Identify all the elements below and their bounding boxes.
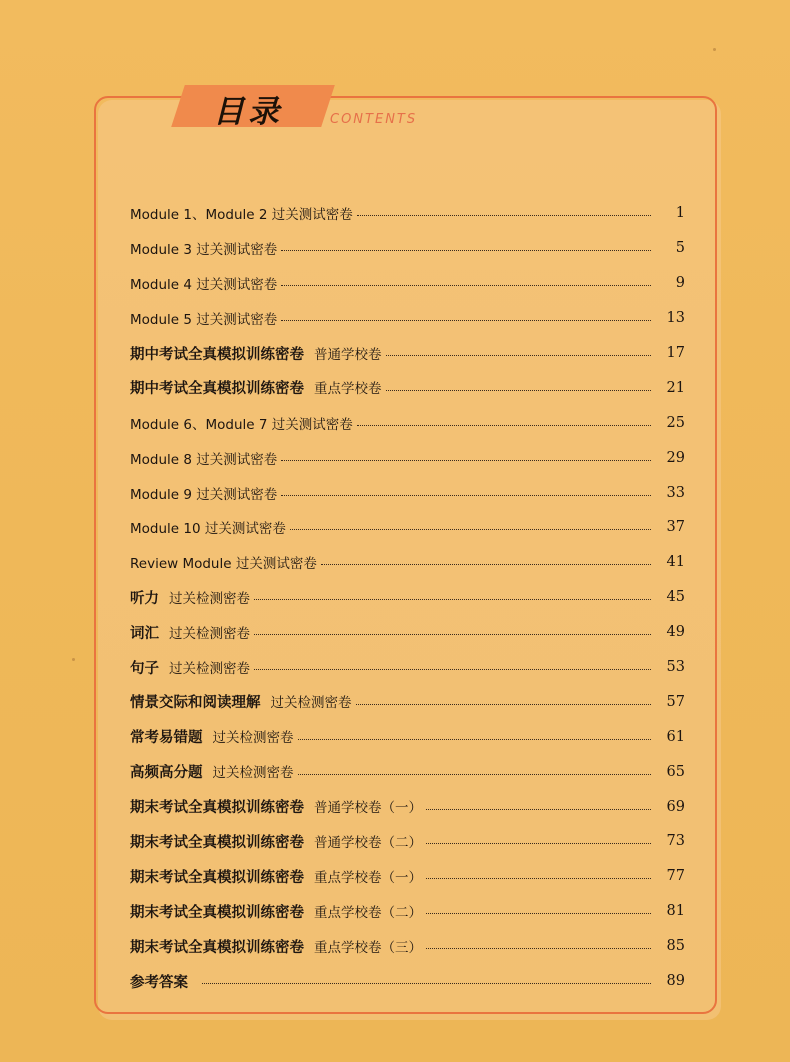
dot-leader [254, 633, 651, 635]
dot-leader [386, 389, 652, 391]
dot-leader [426, 842, 651, 844]
toc-entry-subtitle: Review Module 过关测试密卷 [130, 556, 317, 573]
toc-page-number: 25 [666, 414, 685, 431]
toc-entry[interactable] [130, 859, 685, 894]
toc-entry-subtitle: 重点学校卷（三） [314, 939, 422, 956]
toc-entry-subtitle: Module 4 过关测试密卷 [130, 277, 278, 294]
toc-entry[interactable] [130, 824, 685, 859]
toc-entry[interactable] [130, 301, 685, 336]
toc-entry-title [130, 761, 294, 782]
toc-page-number: 65 [666, 763, 685, 780]
toc-entry-subtitle: 重点学校卷（二） [314, 904, 422, 921]
toc-entry-title [130, 377, 382, 398]
toc-page-number: 53 [666, 659, 685, 676]
toc-entry[interactable] [130, 370, 685, 405]
toc-page-number: 9 [675, 275, 685, 292]
toc-entry-section: 句子 [130, 660, 159, 677]
toc-entry-title [130, 483, 277, 503]
toc-page-number: 81 [666, 903, 685, 920]
toc-entry[interactable] [130, 684, 685, 719]
toc-entry-section: 期末考试全真模拟训练密卷 [130, 939, 304, 956]
toc-entry-title [130, 971, 198, 992]
toc-entry[interactable] [130, 231, 685, 266]
table-of-contents [130, 196, 685, 998]
dot-leader [357, 424, 651, 426]
toc-entry-title [130, 552, 317, 572]
toc-entry-section: 期末考试全真模拟训练密卷 [130, 869, 304, 886]
toc-page-number: 41 [666, 554, 685, 571]
toc-entry-subtitle: Module 3 过关测试密卷 [130, 242, 278, 259]
dot-leader [281, 249, 651, 251]
toc-entry-subtitle: Module 10 过关测试密卷 [130, 521, 286, 538]
toc-entry-section: 词汇 [130, 625, 159, 642]
toc-entry[interactable] [130, 336, 685, 371]
toc-entry-title [130, 203, 353, 223]
toc-page-number: 33 [666, 484, 685, 501]
toc-page-number: 17 [666, 345, 685, 361]
dot-leader [254, 598, 651, 600]
toc-entry[interactable] [130, 475, 685, 510]
toc-page-number: 89 [666, 973, 685, 990]
toc-entry-section: 听力 [130, 590, 159, 607]
toc-page-number: 49 [666, 624, 685, 641]
toc-entry-subtitle: Module 1、Module 2 过关测试密卷 [130, 207, 353, 224]
dot-leader [281, 319, 651, 321]
toc-entry-subtitle: 过关检测密卷 [212, 765, 294, 782]
toc-entry-section: 高频高分题 [130, 765, 203, 782]
toc-entry[interactable] [130, 580, 685, 615]
toc-entry-title [130, 238, 277, 258]
toc-page-number: 5 [675, 240, 685, 257]
toc-page-number: 73 [666, 833, 685, 850]
toc-entry-title [130, 517, 286, 537]
dot-leader [298, 773, 652, 775]
toc-page-number: 57 [666, 693, 685, 710]
toc-entry-subtitle: 重点学校卷 [314, 381, 382, 398]
toc-entry-title [130, 831, 422, 852]
toc-entry[interactable] [130, 405, 685, 440]
toc-entry-section: 期中考试全真模拟训练密卷 [130, 381, 304, 398]
toc-entry-title [130, 936, 422, 957]
toc-page-number: 77 [666, 868, 685, 885]
toc-page-number: 37 [666, 519, 685, 536]
toc-entry-subtitle: Module 6、Module 7 过关测试密卷 [130, 416, 353, 433]
page-subtitle: CONTENTS [330, 112, 418, 127]
dot-leader [357, 214, 651, 216]
toc-page-number: 61 [666, 728, 685, 745]
toc-entry-subtitle: 过关检测密卷 [169, 625, 250, 642]
toc-entry[interactable] [130, 650, 685, 685]
toc-entry-subtitle: 过关检测密卷 [212, 730, 294, 747]
dot-leader [426, 808, 651, 810]
dot-leader [426, 877, 651, 879]
dot-leader [254, 668, 651, 670]
toc-entry-title [130, 901, 422, 922]
toc-entry-title [130, 308, 277, 328]
toc-entry-section: 期末考试全真模拟训练密卷 [130, 904, 304, 921]
toc-entry-title [130, 413, 353, 433]
toc-entry[interactable] [130, 440, 685, 475]
toc-page-number: 1 [675, 205, 685, 222]
toc-entry-section: 常考易错题 [130, 730, 203, 747]
toc-entry-title [130, 343, 382, 364]
toc-entry[interactable] [130, 789, 685, 824]
dot-leader [321, 563, 651, 565]
toc-entry-subtitle: 普通学校卷（二） [314, 834, 422, 851]
toc-entry-section: 期末考试全真模拟训练密卷 [130, 800, 304, 817]
dot-leader [281, 459, 651, 461]
toc-entry[interactable] [130, 894, 685, 929]
toc-entry-title [130, 587, 250, 608]
toc-page-number: 13 [666, 310, 685, 327]
dot-leader [356, 703, 652, 705]
toc-entry-subtitle: 过关检测密卷 [169, 660, 250, 677]
dot-leader [281, 494, 651, 496]
toc-entry-subtitle: Module 5 过关测试密卷 [130, 312, 278, 329]
dot-leader [290, 528, 651, 530]
toc-entry-title [130, 691, 352, 712]
toc-entry[interactable] [130, 266, 685, 301]
toc-entry[interactable] [130, 196, 685, 231]
dot-leader [426, 947, 651, 949]
toc-entry-title [130, 622, 250, 643]
dot-leader [386, 354, 652, 356]
toc-entry-subtitle: 过关检测密卷 [270, 695, 352, 712]
toc-entry-title [130, 657, 250, 678]
toc-entry[interactable] [130, 929, 685, 964]
toc-page-number: 69 [666, 798, 685, 815]
toc-entry[interactable] [130, 754, 685, 789]
dot-leader [281, 284, 651, 286]
toc-entry[interactable] [130, 615, 685, 650]
toc-entry-subtitle: 普通学校卷（一） [314, 800, 422, 817]
toc-entry-title [130, 448, 277, 468]
toc-entry-title [130, 273, 277, 293]
toc-entry-subtitle: Module 9 过关测试密卷 [130, 486, 278, 503]
toc-page-number: 45 [666, 589, 685, 606]
toc-entry[interactable] [130, 964, 685, 999]
paper-speck [72, 658, 75, 661]
toc-entry-subtitle: 重点学校卷（一） [314, 869, 422, 886]
toc-entry-subtitle: 过关检测密卷 [169, 590, 250, 607]
toc-entry-section: 情景交际和阅读理解 [130, 695, 261, 712]
toc-page-number: 85 [666, 938, 685, 955]
dot-leader [426, 912, 651, 914]
page-title: 目录 [213, 94, 283, 130]
toc-entry[interactable] [130, 510, 685, 545]
dot-leader [298, 738, 652, 740]
toc-entry-subtitle: 普通学校卷 [314, 346, 382, 363]
toc-entry[interactable] [130, 545, 685, 580]
dot-leader [202, 982, 651, 984]
toc-entry-section: 期中考试全真模拟训练密卷 [130, 346, 304, 363]
toc-entry-section: 参考答案 [130, 974, 188, 991]
toc-entry-title [130, 796, 422, 817]
toc-page-number: 21 [666, 379, 685, 396]
toc-entry-section: 期末考试全真模拟训练密卷 [130, 834, 304, 851]
toc-page-number: 29 [666, 449, 685, 466]
toc-entry[interactable] [130, 719, 685, 754]
toc-entry-title [130, 726, 294, 747]
toc-entry-title [130, 866, 422, 887]
paper-speck [713, 48, 716, 51]
toc-entry-subtitle: Module 8 过关测试密卷 [130, 451, 278, 468]
